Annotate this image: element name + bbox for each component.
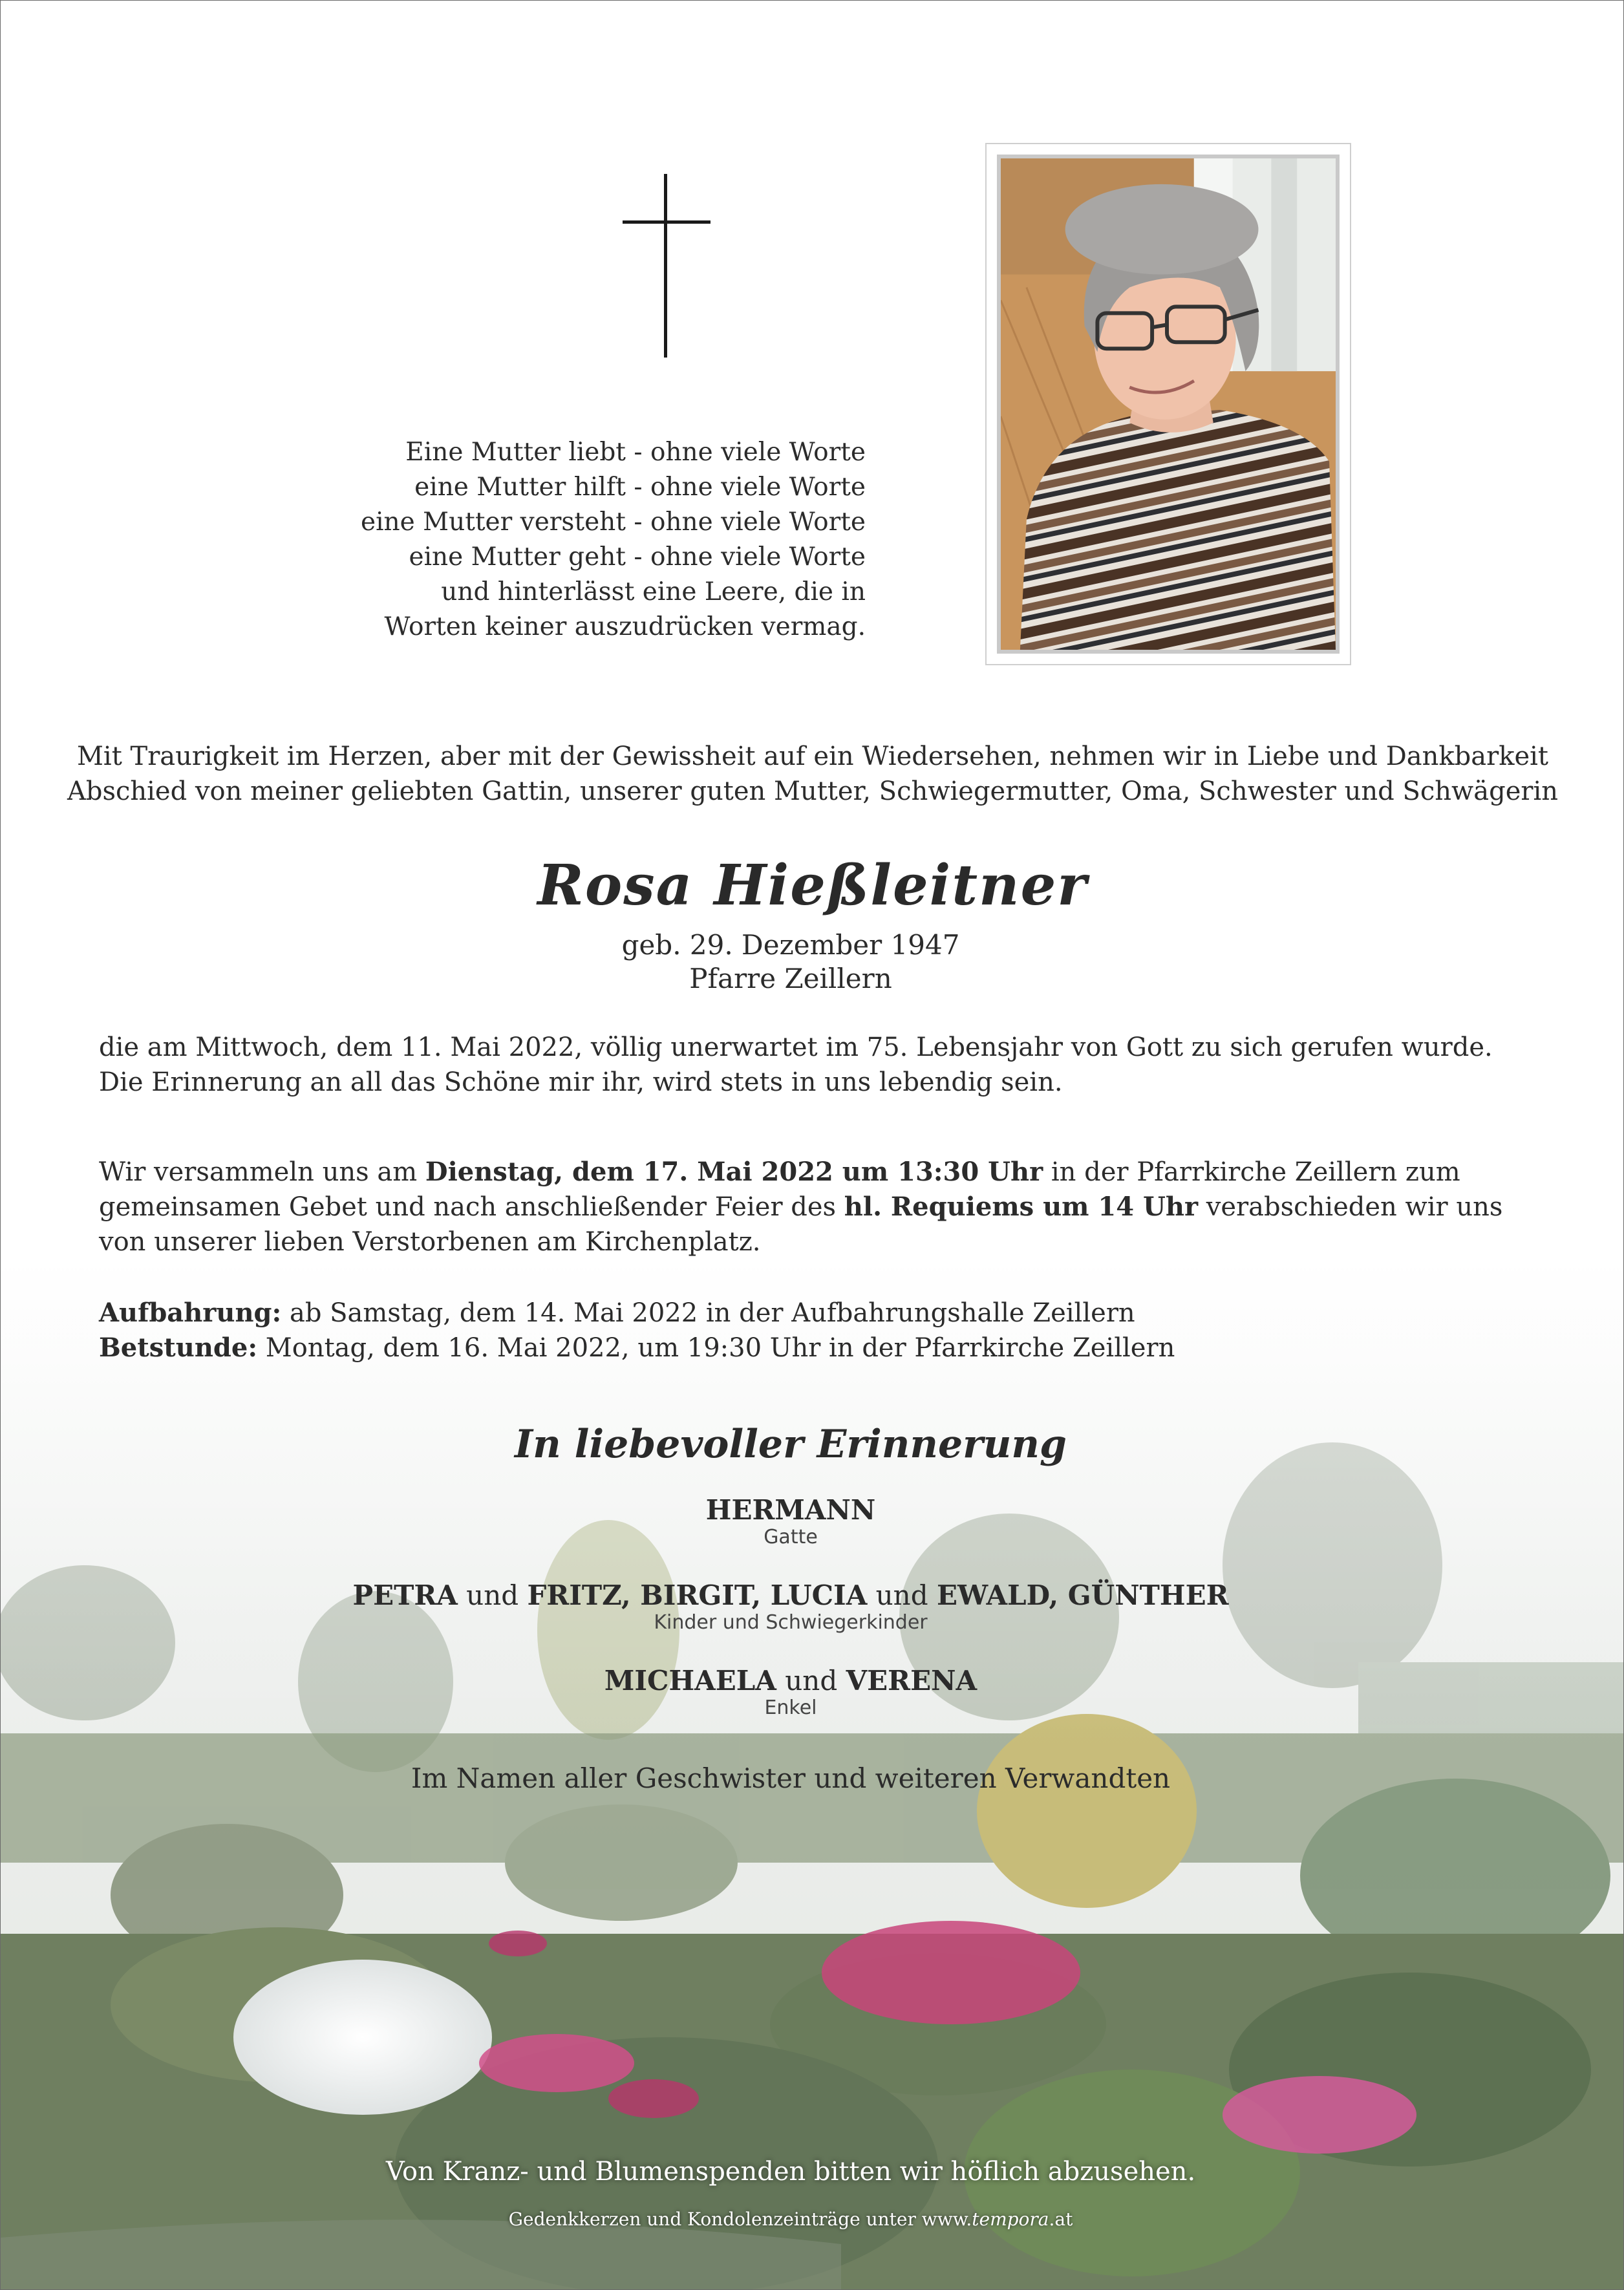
grandchildren-names [1, 1665, 1581, 1696]
gathering-line-1 [99, 1155, 1502, 1190]
spouse-role: Gatte [764, 1526, 818, 1548]
memory-heading: In liebevoller Erinnerung [515, 1422, 1067, 1467]
gathering-text: gemeinsamen Gebet und nach anschließender Feier des [99, 1192, 844, 1222]
viewing-info [99, 1296, 1175, 1365]
spouse-name [1, 1494, 1581, 1526]
portrait-image [1001, 158, 1336, 650]
condolence-text: Gedenkkerzen und Kondolenzeinträge unter www. [508, 2209, 972, 2230]
poem-line: Eine Mutter liebt - ohne viele Worte [405, 438, 866, 467]
aufbahrung-line [99, 1296, 1175, 1331]
death-notice-line: Die Erinnerung an all das Schöne mir ihr, wird stets in uns lebendig sein. [99, 1067, 1063, 1097]
aufbahrung-text: ab Samstag, dem 14. Mai 2022 in der Aufbahrungshalle Zeillern [281, 1298, 1135, 1328]
portrait-photo-frame [985, 143, 1351, 665]
intro-line: Abschied von meiner geliebten Gattin, unserer guten Mutter, Schwiegermutter, Oma, Schwester und Schwägerin [67, 776, 1559, 806]
deceased-name: Rosa Hießleitner [537, 853, 1088, 918]
poem-line: Worten keiner auszudrücken vermag. [384, 612, 866, 641]
parish: Pfarre Zeillern [689, 963, 892, 994]
requiem-time: hl. Requiems um 14 Uhr [844, 1192, 1199, 1222]
death-notice [99, 1030, 1493, 1100]
family-group-spouse [1, 1494, 1581, 1548]
intro-line: Mit Traurigkeit im Herzen, aber mit der Gewissheit auf ein Wiedersehen, nehmen wir in Liebe und Dankbarkeit [76, 742, 1549, 771]
gathering-line-2 [99, 1190, 1502, 1225]
children-role: Kinder und Schwiegerkinder [654, 1611, 928, 1634]
child-name: PETRA [352, 1579, 458, 1611]
betstunde-label: Betstunde: [99, 1332, 258, 1363]
poem-line: eine Mutter geht - ohne viele Worte [409, 542, 866, 572]
poem-line: und hinterlässt eine Leere, die in [441, 577, 866, 606]
spouse-name-text: HERMANN [705, 1494, 876, 1526]
poem-line: eine Mutter hilft - ohne viele Worte [414, 473, 866, 502]
condolence-link[interactable] [1, 2209, 1581, 2230]
betstunde-text: Montag, dem 16. Mai 2022, um 19:30 Uhr in der Pfarrkirche Zeillern [257, 1333, 1175, 1363]
gathering-text: in der Pfarrkirche Zeillern zum [1043, 1157, 1460, 1187]
tempora-logo-text: tempora [972, 2209, 1049, 2230]
birth-date: geb. 29. Dezember 1947 [621, 929, 960, 961]
gathering-line-3: von unserer lieben Verstorbenen am Kirchenplatz. [99, 1227, 761, 1257]
conjunction: und [776, 1665, 846, 1696]
grandchildren-role: Enkel [764, 1696, 817, 1719]
child-name: EWALD, GÜNTHER [936, 1579, 1229, 1611]
closing-line: Im Namen aller Geschwister und weiteren Verwandten [411, 1762, 1171, 1794]
flower-request: Von Kranz- und Blumenspenden bitten wir höflich abzusehen. [385, 2157, 1196, 2187]
gathering-text: verabschieden wir uns [1198, 1192, 1503, 1222]
cross-icon [623, 174, 710, 358]
intro-text [1, 739, 1624, 809]
betstunde-line [99, 1331, 1175, 1365]
death-notice-line: die am Mittwoch, dem 11. Mai 2022, völlig unerwartet im 75. Lebensjahr von Gott zu sich gerufen wurde. [99, 1033, 1493, 1062]
aufbahrung-label: Aufbahrung: [99, 1298, 282, 1328]
grandchild-name: MICHAELA [604, 1665, 776, 1696]
portrait-photo [997, 155, 1340, 654]
conjunction: und [457, 1579, 528, 1611]
funeral-date-time: Dienstag, dem 17. Mai 2022 um 13:30 Uhr [425, 1157, 1043, 1187]
conjunction: und [867, 1579, 937, 1611]
poem [361, 435, 866, 645]
condolence-domain-suffix: .at [1049, 2209, 1073, 2230]
family-group-children [1, 1579, 1581, 1634]
birth-info [1, 928, 1581, 996]
children-names [1, 1579, 1581, 1611]
child-name: FRITZ, BIRGIT, LUCIA [527, 1579, 868, 1611]
poem-line: eine Mutter versteht - ohne viele Worte [361, 508, 866, 537]
funeral-gathering [99, 1155, 1502, 1259]
family-group-grandchildren [1, 1665, 1581, 1719]
grandchild-name: VERENA [846, 1665, 978, 1696]
gathering-text: Wir versammeln uns am [99, 1157, 425, 1187]
